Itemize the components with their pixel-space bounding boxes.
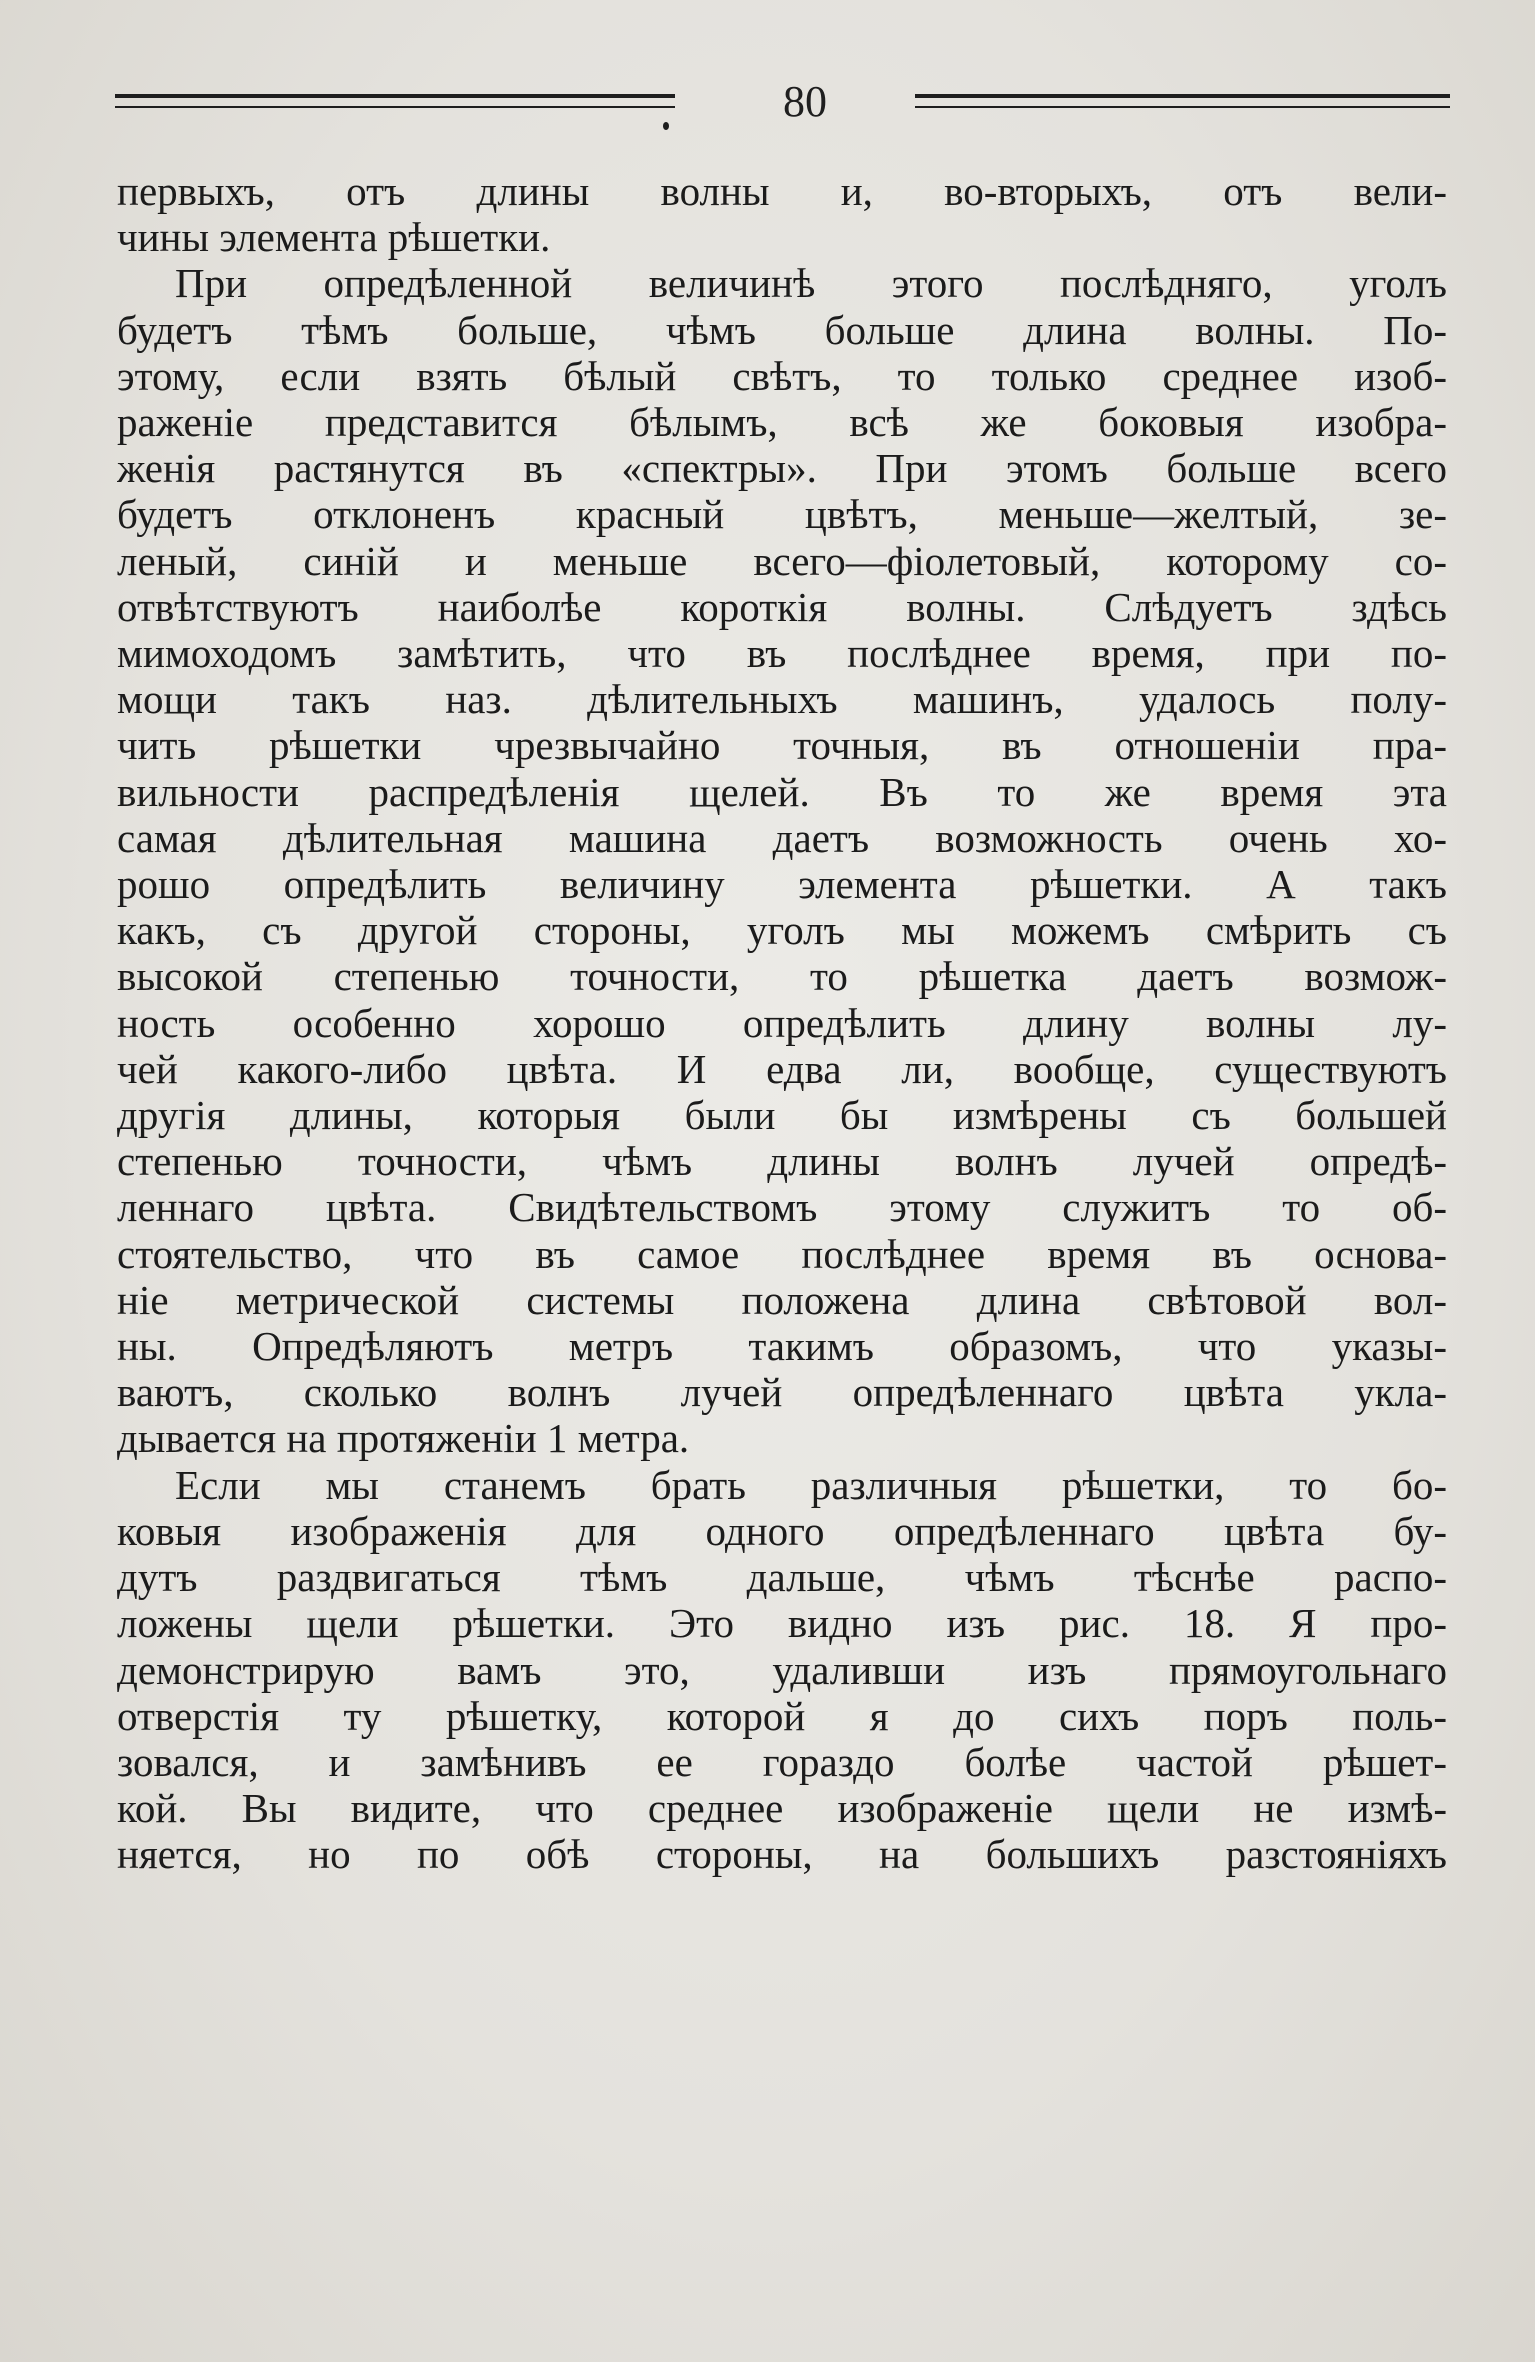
text-line: степенью точности, чѣмъ длины волнъ лучей опредѣ- <box>117 1138 1447 1185</box>
header-rule-left <box>115 94 675 108</box>
text-line: рошо опредѣлить величину элемента рѣшетки. А такъ <box>117 861 1447 908</box>
text-line: ны. Опредѣляютъ метръ такимъ образомъ, что указы- <box>117 1323 1447 1370</box>
text-line: леный, синій и меньше всего—фіолетовый, которому со- <box>117 537 1447 584</box>
text-line: няется, но по обѣ стороны, на большихъ разстояніяхъ <box>117 1831 1447 1878</box>
text-line: демонстрирую вамъ это, удаливши изъ прямоугольнаго <box>117 1646 1447 1693</box>
text-line: дывается на протяженіи 1 метра. <box>117 1415 690 1462</box>
text-line: будетъ тѣмъ больше, чѣмъ больше длина волны. По- <box>117 306 1447 353</box>
text-line: зовался, и замѣнивъ ее гораздо болѣе частой рѣшет- <box>117 1738 1447 1785</box>
text-line: стоятельство, что въ самое послѣднее время въ основа- <box>117 1230 1447 1277</box>
text-line: ность особенно хорошо опредѣлить длину волны лу- <box>117 999 1447 1046</box>
text-line: ваютъ, сколько волнъ лучей опредѣленнаго цвѣта укла- <box>117 1369 1447 1416</box>
text-line: ніе метрической системы положена длина свѣтовой вол- <box>117 1276 1447 1323</box>
text-line: какъ, съ другой стороны, уголъ мы можемъ смѣрить съ <box>117 907 1447 954</box>
text-line: Если мы станемъ брать различныя рѣшетки, то бо- <box>175 1461 1447 1508</box>
text-line: чить рѣшетки чрезвычайно точныя, въ отношеніи пра- <box>117 722 1447 769</box>
text-line: отвѣтствуютъ наиболѣе короткія волны. Слѣдуетъ здѣсь <box>117 583 1447 630</box>
text-line: ложены щели рѣшетки. Это видно изъ рис. 18. Я про- <box>117 1600 1447 1647</box>
text-line: этому, если взять бѣлый свѣтъ, то только среднее изоб- <box>117 352 1447 399</box>
text-line: кой. Вы видите, что среднее изображеніе щели не измѣ- <box>117 1785 1447 1832</box>
body-text <box>117 168 1447 1878</box>
text-line: другія длины, которыя были бы измѣрены съ большей <box>117 1092 1447 1139</box>
text-line: вильности распредѣленія щелей. Въ то же время эта <box>117 768 1447 815</box>
text-line: чей какого-либо цвѣта. И едва ли, вообще, существуютъ <box>117 1045 1447 1092</box>
text-line: леннаго цвѣта. Свидѣтельствомъ этому служитъ то об- <box>117 1184 1447 1231</box>
text-line: дутъ раздвигаться тѣмъ дальше, чѣмъ тѣснѣе распо- <box>117 1554 1447 1601</box>
text-line: первыхъ, отъ длины волны и, во-вторыхъ, отъ вели- <box>117 168 1447 214</box>
text-line: чины элемента рѣшетки. <box>117 214 551 261</box>
page-header <box>115 70 1450 130</box>
text-line: будетъ отклоненъ красный цвѣтъ, меньше—желтый, зе- <box>117 491 1447 538</box>
text-line: самая дѣлительная машина даетъ возможность очень хо- <box>117 814 1447 861</box>
text-line: ковыя изображенія для одного опредѣленнаго цвѣта бу- <box>117 1507 1447 1554</box>
header-rule-right <box>915 94 1450 108</box>
ink-dot <box>663 122 669 130</box>
text-line: мощи такъ наз. дѣлительныхъ машинъ, удалось полу- <box>117 676 1447 723</box>
text-line: мимоходомъ замѣтить, что въ послѣднее время, при по- <box>117 630 1447 677</box>
text-line: отверстія ту рѣшетку, которой я до сихъ поръ поль- <box>117 1692 1447 1739</box>
text-line: раженіе представится бѣлымъ, всѣ же боковыя изобра- <box>117 399 1447 446</box>
page-number: 80 <box>783 77 827 126</box>
text-line: При опредѣленной величинѣ этого послѣдняго, уголъ <box>175 260 1447 307</box>
text-line: высокой степенью точности, то рѣшетка даетъ возмож- <box>117 953 1447 1000</box>
text-line: женія растянутся въ «спектры». При этомъ больше всего <box>117 445 1447 492</box>
